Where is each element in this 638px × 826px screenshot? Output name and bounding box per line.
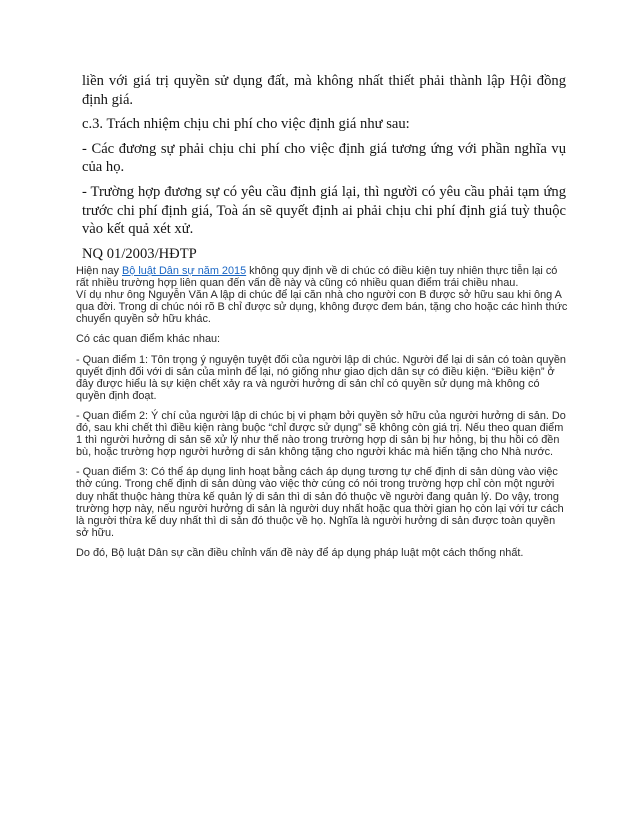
commentary-section [76, 265, 570, 567]
intro-text-before: Hiện nay [76, 265, 123, 277]
view-1-paragraph: - Quan điểm 1: Tôn trọng ý nguyện tuyệt đối của người lập di chúc. Người để lại di sản có toàn quyền quyết định đối với di sản của mình để lại, nó giống như giao dịch dân sự có điều kiện. “Điều kiện” ở đây được hiểu là sự kiện chết xảy ra và người hưởng di sản chỉ có quyền sử dụng mà không có quyền định đoạt. [76, 353, 566, 402]
legal-excerpt [82, 72, 566, 269]
views-heading: Có các quan điểm khác nhau: [76, 333, 221, 346]
resolution-reference: NQ 01/2003/HĐTP [82, 245, 197, 262]
paragraph-valuation-continued: liền với giá trị quyền sử dụng đất, mà không nhất thiết phải thành lập Hội đồng định giá. [82, 73, 566, 108]
intro-text-after: không quy định về di chúc có điều kiện tuy nhiên thực tiễn lại có rất nhiều trường hợp liên quan đến vấn đề này và cũng có nhiều quan điểm trái chiều nhau. [76, 265, 558, 290]
paragraph-revaluation: - Trường hợp đương sự có yêu cầu định giá lại, thì người có yêu cầu phải tạm ứng trước chi phí định giá, Toà án sẽ quyết định ai phải chịu chi phí định giá tuỳ thuộc vào kết quả xét xử. [82, 183, 566, 238]
paragraph-cost-bearing: - Các đương sự phải chịu chi phí cho việc định giá tương ứng với phần nghĩa vụ của họ. [82, 140, 566, 176]
view-2-paragraph: - Quan điểm 2: Ý chí của người lập di chúc bị vi phạm bởi quyền sở hữu của người hưởng di sản. Do đó, sau khi chết thì điều kiện ràng buộc “chỉ được sử dụng” sẽ không còn giá trị. Nếu theo quan điểm 1 thì người hưởng di sản sẽ xử lý như thế nào trong trường hợp di sản bị hư hỏng, bị thu hồi có đền bù, hoặc trường hợp người hưởng di sản không tặng cho người khác mà hiến tặng cho Nhà nước. [76, 409, 566, 459]
conclusion-paragraph: Do đó, Bộ luật Dân sự cần điều chỉnh vấn đề này để áp dụng pháp luật một cách thống nhất. [76, 546, 524, 559]
civil-code-link[interactable]: Bộ luật Dân sự năm 2015 [122, 265, 247, 277]
view-3-paragraph: - Quan điểm 3: Có thể áp dụng linh hoạt bằng cách áp dụng tương tự chế định di sản dùng vào việc thờ cúng. Trong chế định di sản dùng vào việc thờ cúng có nói trong trường hợp chỉ còn một người duy nhất thuộc hàng thừa kế quản lý di sản thì di sản đó thuộc về người đang quản lý. Do vậy, trong trường hợp này, nếu người hưởng di sản là người duy nhất hoặc qua thời gian họ còn lại với tư cách là người thừa kế duy nhất thì di sản đó thuộc về họ. Nghĩa là người hưởng di sản được toàn quyền sở hữu. [76, 466, 564, 539]
example-paragraph: Ví dụ như ông Nguyễn Văn A lập di chúc để lại căn nhà cho người con B được sở hữu sau khi ông A qua đời. Trong di chúc nói rõ B chỉ được sử dụng, không được đem bán, tặng cho hoặc các hình thức chuyển quyền sở hữu khác. [76, 289, 568, 326]
paragraph-section-c3: c.3. Trách nhiệm chịu chi phí cho việc định giá như sau: [82, 116, 410, 133]
intro-paragraph [76, 265, 570, 289]
